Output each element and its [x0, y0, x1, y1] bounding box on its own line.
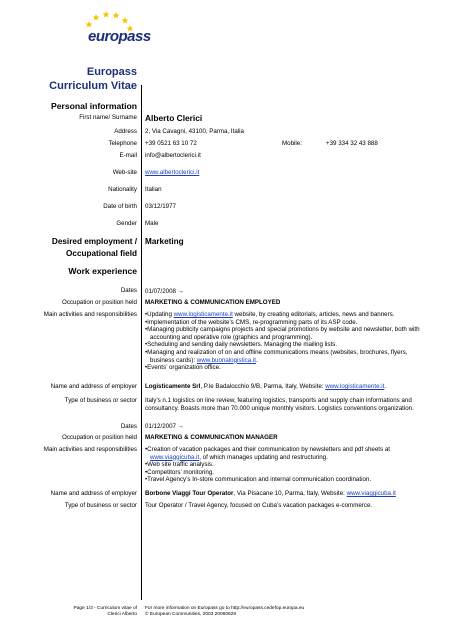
bullet-text: . [255, 356, 258, 364]
bullet-text: , of which manages updating and restructuring. [199, 453, 328, 461]
dob-label: Date of birth [103, 203, 137, 210]
nationality-label: Nationality [108, 186, 137, 193]
telephone-label: Telephone [108, 140, 137, 147]
list-item: • Competitors’ monitoring. [145, 469, 425, 477]
dob-value: 03/12/1977 [145, 203, 176, 210]
job1-employer-label: Name and address of employer [50, 383, 137, 390]
email-label: E-mail [119, 152, 137, 159]
list-item [145, 446, 425, 461]
employer-address: , Via Pisacane 10, Parma, Italy, Website: [233, 490, 347, 497]
gender-value: Male [145, 220, 159, 227]
mobile-value: +39 334 32 43 888 [326, 140, 378, 147]
employer-name: Logisticamente Srl [145, 383, 201, 390]
address-value: 2, Via Cavagni, 43100, Parma, Italia [145, 128, 244, 135]
job2-employer-label: Name and address of employer [50, 490, 137, 497]
job1-employer-value [145, 383, 425, 391]
section-work-experience: Work experience [68, 266, 137, 276]
bullet-text: Managing and realization of on and offline communications means (websites, brochures, flyers, business cards): [147, 348, 408, 364]
gender-label: Gender [116, 220, 137, 227]
nationality-value: Italian [145, 186, 162, 193]
job2-position-label: Occupation or position held [62, 434, 137, 441]
desired-employment-label-1: Desired employment / [51, 237, 137, 246]
job1-dates-label: Dates [120, 287, 137, 294]
website-link[interactable]: www.albertoclerici.it [145, 169, 200, 176]
employer-end: . [384, 383, 387, 390]
job1-position-label: Occupation or position held [62, 299, 137, 306]
list-item: • Managing publicity campaigns projects and special promotions by website and newsletter, both with accounting and operative role (graphics and programming). [145, 326, 425, 341]
employer-name: Borbone Viaggi Tour Operator [145, 490, 234, 497]
employer-website-link[interactable]: www.logisticamente.it [325, 383, 385, 390]
job2-dates-label: Dates [120, 423, 137, 430]
job1-business-value: Italy’s n.1 logistics on line review, featuring logistics, transports and supply chain informations and consultancy. Boasts more than 70.000 unique monthly visitors. Logistics conventions organization. [145, 397, 414, 412]
footer-page-info-1: Page 1/3 - Curriculum vitae of [73, 606, 137, 611]
bullet-text: Updating [147, 311, 174, 318]
viaggicuba-link[interactable]: www.viaggicuba.it [150, 453, 200, 461]
job1-activities-list [145, 311, 425, 372]
cv-title-line2: Curriculum Vitae [49, 80, 137, 92]
address-label: Address [114, 128, 137, 135]
buonalogistica-link[interactable]: www.buonalogistica.it [196, 356, 256, 364]
mobile-label: Mobile: [282, 140, 302, 147]
employer-address: , P.le Badalocchio 9/B, Parma, Italy, Website: [200, 383, 326, 390]
list-item [145, 349, 425, 364]
job2-activities-list [145, 446, 425, 484]
job2-activities-label: Main activities and responsibilities [43, 446, 137, 453]
section-personal-information: Personal information [51, 101, 137, 111]
list-item: • Travel Agency’s In-store communication and internal communication coordination. [145, 476, 425, 484]
name-label: First name/ Surname [79, 114, 137, 121]
job2-business-value: Tour Operator / Travel Agency, focused on Cuba’s vacation packages e-commerce. [145, 502, 373, 509]
job2-business-label: Type of business or sector [64, 502, 137, 509]
cv-title-line1: Europass [86, 66, 137, 78]
desired-employment-value: Marketing [145, 237, 184, 246]
footer-copyright: © European Communities, 2003 20060628 [145, 612, 237, 617]
name-value: Alberto Clerici [145, 113, 203, 123]
job2-position-value: MARKETING & COMMUNICATION MANAGER [145, 434, 278, 441]
job1-activities-label: Main activities and responsibilities [43, 311, 137, 318]
job1-position-value: MARKETING & COMMUNICATION EMPLOYED [145, 299, 281, 306]
europass-logo [62, 8, 151, 58]
job1-dates-value: 01/07/2008 → [145, 288, 184, 295]
email-value[interactable]: info@albertoclerici.it [145, 152, 201, 159]
logo-text: europass [88, 28, 151, 45]
bullet-text: website, by creating editorials, articles, news and banners. [232, 311, 395, 318]
list-item: • Events’ organization office. [145, 364, 425, 372]
employer-website-link[interactable]: www.viaggicuba.it [346, 490, 396, 497]
list-item: • Web site traffic analysis. [145, 461, 425, 469]
list-item: • Implementation of the website’s CMS, re-programming parts of its ASP code. [145, 319, 425, 327]
column-divider [141, 85, 142, 600]
footer-page-info-2: Clerici Alberto [107, 612, 137, 617]
job2-dates-value: 01/12/2007 → [145, 423, 184, 430]
bullet-text: Creation of vacation packages and their communication by newsletters and pdf sheets at [147, 446, 390, 453]
list-item: • Scheduling and sending daily newsletters. Managing the mailing lists. [145, 341, 425, 349]
job2-employer-value [145, 490, 425, 498]
website-label: Web-site [112, 169, 137, 176]
logisticamente-link[interactable]: www.logisticamente.it [173, 311, 233, 318]
desired-employment-label-2: Occupational field [66, 249, 137, 258]
telephone-value: +39 0521 63 10 72 [145, 140, 197, 147]
job1-business-label: Type of business or sector [64, 397, 137, 404]
footer-europass-info: For more information on Europass go to http://europass.cedefop.europa.eu [145, 606, 305, 611]
list-item [145, 311, 425, 319]
